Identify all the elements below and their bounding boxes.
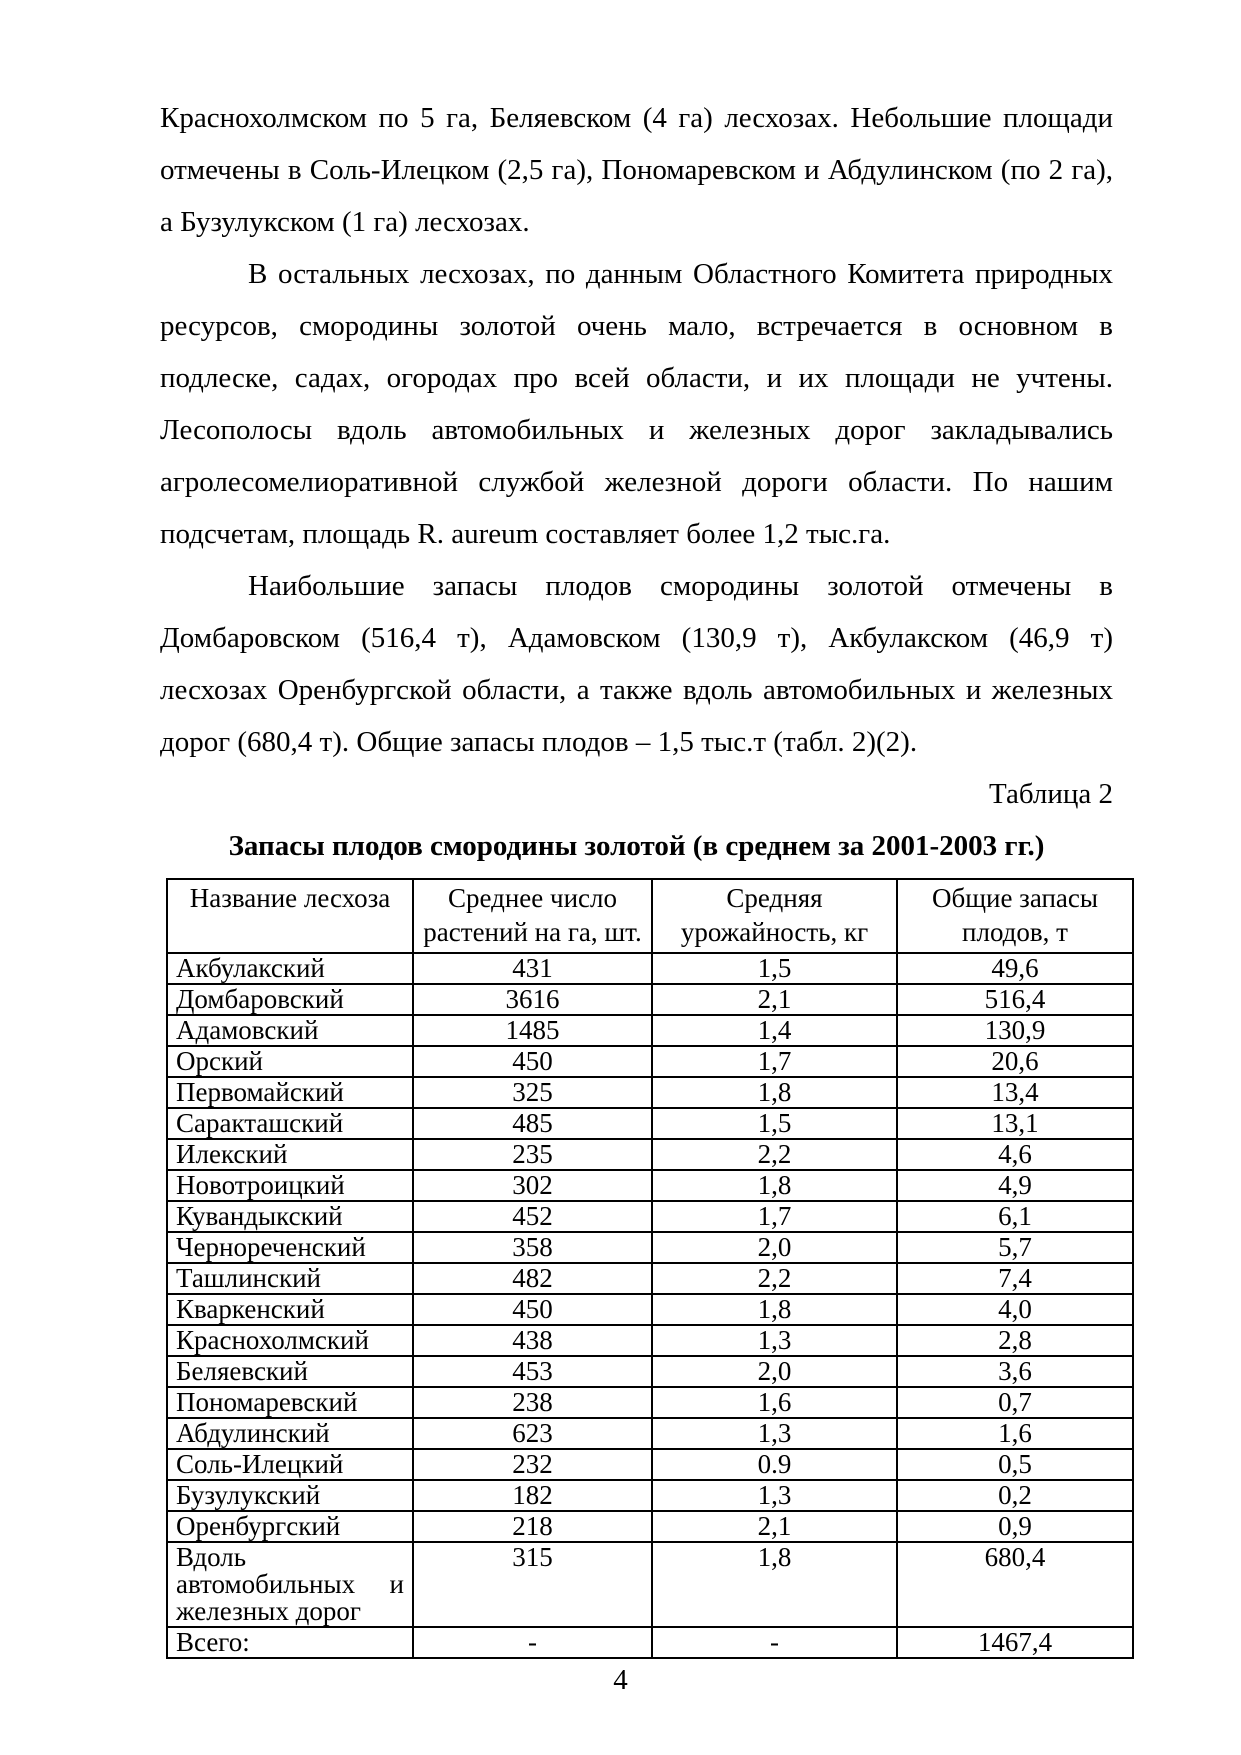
value-cell: 453: [413, 1356, 652, 1387]
value-cell: 0.9: [652, 1449, 897, 1480]
value-cell: 623: [413, 1418, 652, 1449]
value-cell: -: [652, 1627, 897, 1658]
value-cell: 0,9: [897, 1511, 1133, 1542]
value-cell: 218: [413, 1511, 652, 1542]
column-header: Общие запасы плодов, т: [897, 879, 1133, 953]
forestry-name-cell: Орский: [167, 1046, 413, 1077]
value-cell: 450: [413, 1294, 652, 1325]
value-cell: 2,8: [897, 1325, 1133, 1356]
paragraph-continuation: Краснохолмском по 5 га, Беляевском (4 га) лесхозах. Небольшие площади отмечены в Соль-Илецком (2,5 га), Пономаревском и Абдулинском (по 2 га), а Бузулукском (1 га) лесхозах.: [160, 102, 1113, 238]
value-cell: 1467,4: [897, 1627, 1133, 1658]
table-row: [167, 1511, 1133, 1542]
value-cell: 4,9: [897, 1170, 1133, 1201]
forestry-name-cell: Пономаревский: [167, 1387, 413, 1418]
forestry-name-cell: Всего:: [167, 1627, 413, 1658]
column-header: Средняя урожайность, кг: [652, 879, 897, 953]
value-cell: 358: [413, 1232, 652, 1263]
value-cell: 7,4: [897, 1263, 1133, 1294]
forestry-name-cell: Илекский: [167, 1139, 413, 1170]
value-cell: 1485: [413, 1015, 652, 1046]
value-cell: 1,8: [652, 1542, 897, 1627]
value-cell: 1,3: [652, 1325, 897, 1356]
forestry-name-cell: Ташлинский: [167, 1263, 413, 1294]
table-row: [167, 984, 1133, 1015]
value-cell: 2,1: [652, 1511, 897, 1542]
value-cell: -: [413, 1627, 652, 1658]
value-cell: 4,6: [897, 1139, 1133, 1170]
text-block: [160, 92, 1113, 1659]
table-row: [167, 1449, 1133, 1480]
forestry-name-cell: Домбаровский: [167, 984, 413, 1015]
column-header: Название лесхоза: [167, 879, 413, 953]
forestry-name-cell: Новотроицкий: [167, 1170, 413, 1201]
table-row: [167, 1201, 1133, 1232]
value-cell: 2,2: [652, 1139, 897, 1170]
forestry-name-cell: Вдоль автомобильных и железных дорог: [167, 1542, 413, 1627]
value-cell: 235: [413, 1139, 652, 1170]
table-row: [167, 1046, 1133, 1077]
forestry-name-cell: Беляевский: [167, 1356, 413, 1387]
value-cell: 1,3: [652, 1480, 897, 1511]
paragraph-other-leskhozes: В остальных лесхозах, по данным Областного Комитета природных ресурсов, смородины золотой очень мало, встречается в основном в подлеске, садах, огородах про всей области, и их площади не учтены. Лесополосы вдоль автомобильных и железных дорог закладывались агролесомелиоративной службой железной дороги области. По нашим подсчетам, площадь R. aureum составляет более 1,2 тыс.га.: [160, 258, 1113, 550]
forestry-name-cell: Адамовский: [167, 1015, 413, 1046]
value-cell: 182: [413, 1480, 652, 1511]
table-row: [167, 1387, 1133, 1418]
reserves-table: [166, 878, 1134, 1659]
paragraph-largest-reserves: Наибольшие запасы плодов смородины золотой отмечены в Домбаровском (516,4 т), Адамовском (130,9 т), Акбулакском (46,9 т) лесхозах Оренбургской области, а также вдоль автомобильных и железных дорог (680,4 т). Общие запасы плодов – 1,5 тыс.т (табл. 2)(2).: [160, 570, 1113, 758]
value-cell: 4,0: [897, 1294, 1133, 1325]
value-cell: 3616: [413, 984, 652, 1015]
table-row: [167, 1627, 1133, 1658]
table-number-label: Таблица 2: [988, 778, 1113, 810]
value-cell: 130,9: [897, 1015, 1133, 1046]
forestry-name-cell: Бузулукский: [167, 1480, 413, 1511]
value-cell: 1,6: [897, 1418, 1133, 1449]
value-cell: 438: [413, 1325, 652, 1356]
value-cell: 13,1: [897, 1108, 1133, 1139]
value-cell: 238: [413, 1387, 652, 1418]
value-cell: 1,7: [652, 1201, 897, 1232]
value-cell: 1,5: [652, 953, 897, 984]
table-header-row: [167, 879, 1133, 953]
value-cell: 431: [413, 953, 652, 984]
value-cell: 1,8: [652, 1077, 897, 1108]
table-row: [167, 1015, 1133, 1046]
value-cell: 1,6: [652, 1387, 897, 1418]
value-cell: 0,7: [897, 1387, 1133, 1418]
value-cell: 680,4: [897, 1542, 1133, 1627]
value-cell: 482: [413, 1263, 652, 1294]
table-row: [167, 1294, 1133, 1325]
value-cell: 315: [413, 1542, 652, 1627]
table-row: [167, 1108, 1133, 1139]
value-cell: 1,5: [652, 1108, 897, 1139]
table-row: [167, 1480, 1133, 1511]
table-row: [167, 1232, 1133, 1263]
forestry-name-cell: Соль-Илецкий: [167, 1449, 413, 1480]
table-row: [167, 1170, 1133, 1201]
forestry-name-cell: Кувандыкский: [167, 1201, 413, 1232]
table-row: [167, 1139, 1133, 1170]
table-row: [167, 1263, 1133, 1294]
table-row: [167, 1077, 1133, 1108]
forestry-name-cell: Акбулакский: [167, 953, 413, 984]
page-number: 4: [613, 1664, 628, 1696]
value-cell: 452: [413, 1201, 652, 1232]
value-cell: 0,5: [897, 1449, 1133, 1480]
value-cell: 20,6: [897, 1046, 1133, 1077]
value-cell: 302: [413, 1170, 652, 1201]
value-cell: 450: [413, 1046, 652, 1077]
value-cell: 0,2: [897, 1480, 1133, 1511]
value-cell: 2,2: [652, 1263, 897, 1294]
forestry-name-cell: Саракташский: [167, 1108, 413, 1139]
value-cell: 2,0: [652, 1356, 897, 1387]
forestry-name-cell: Первомайский: [167, 1077, 413, 1108]
value-cell: 325: [413, 1077, 652, 1108]
table-row: [167, 1418, 1133, 1449]
value-cell: 2,1: [652, 984, 897, 1015]
table-row: [167, 1325, 1133, 1356]
value-cell: 1,8: [652, 1294, 897, 1325]
forestry-name-cell: Чернореченский: [167, 1232, 413, 1263]
value-cell: 1,3: [652, 1418, 897, 1449]
forestry-name-cell: Кваркенский: [167, 1294, 413, 1325]
table-body: [167, 953, 1133, 1658]
forestry-name-cell: Абдулинский: [167, 1418, 413, 1449]
value-cell: 232: [413, 1449, 652, 1480]
forestry-name-cell: Краснохолмский: [167, 1325, 413, 1356]
table-row: [167, 1356, 1133, 1387]
table-row: [167, 953, 1133, 984]
value-cell: 13,4: [897, 1077, 1133, 1108]
value-cell: 516,4: [897, 984, 1133, 1015]
value-cell: 3,6: [897, 1356, 1133, 1387]
value-cell: 49,6: [897, 953, 1133, 984]
value-cell: 6,1: [897, 1201, 1133, 1232]
value-cell: 1,4: [652, 1015, 897, 1046]
value-cell: 5,7: [897, 1232, 1133, 1263]
value-cell: 2,0: [652, 1232, 897, 1263]
forestry-name-cell: Оренбургский: [167, 1511, 413, 1542]
value-cell: 1,7: [652, 1046, 897, 1077]
table-row: [167, 1542, 1133, 1627]
table-title: Запасы плодов смородины золотой (в среднем за 2001-2003 гг.): [228, 830, 1045, 862]
column-header: Среднее число растений на га, шт.: [413, 879, 652, 953]
value-cell: 485: [413, 1108, 652, 1139]
value-cell: 1,8: [652, 1170, 897, 1201]
